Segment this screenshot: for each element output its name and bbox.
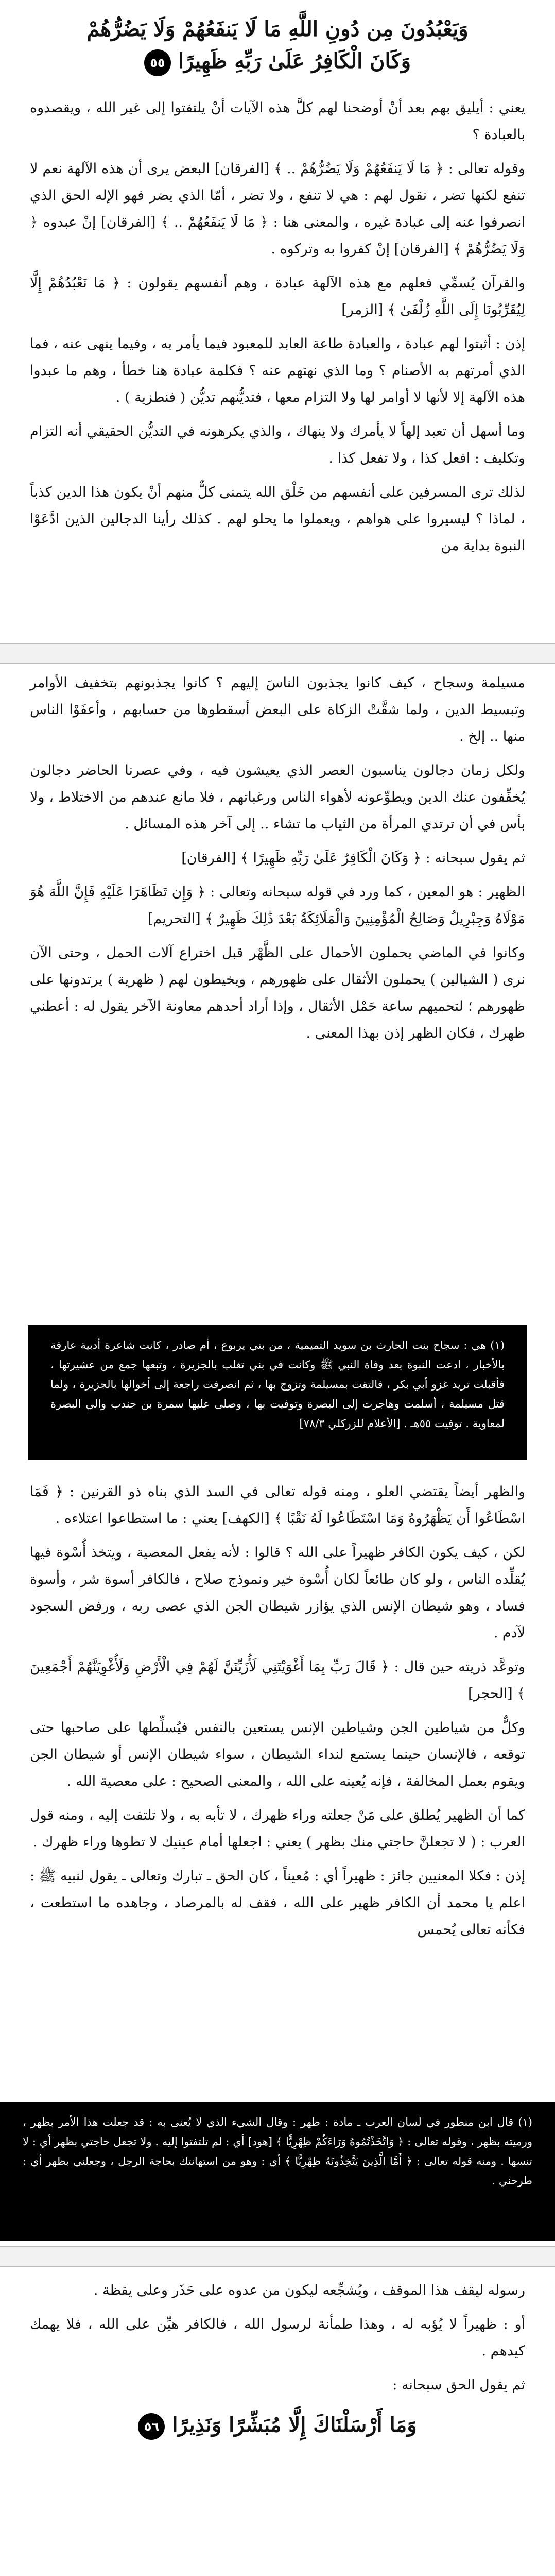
paragraph: وكانوا في الماضي يحملون الأحمال على الظَّهْر قبل اختراع آلات الحمل ، وحتى الآن نرى ( الشيالين ) يحملون الأثقال على ظهورهم ، ويخيطون لهم ( ظهرية ) يرتدونها على ظهورهم ؛ لتحميهم ساعة حَمْل الأثقال ، وإذا أراد أحدهم معاونة الآخر يقول له : أعطني ظهرك ، فكان الظهر إذن بهذا المعنى .: [30, 945, 525, 1041]
paragraph: يعني : أيليق بهم بعد أنْ أوضحنا لهم كلَّ هذه الآيات أنْ يلتفتوا إلى غير الله ، ويقصدوه بالعبادة ؟: [30, 100, 525, 143]
verse-line-2: وَكَانَ الْكَافِرُ عَلَىٰ رَبِّهِ ظَهِيرًا ٥٥: [0, 45, 555, 77]
verse-text: وَمَا أَرْسَلْنَاكَ إِلَّا مُبَشِّرًا وَنَذِيرًا: [172, 2413, 417, 2437]
paragraph: ولكل زمان دجالون يناسبون العصر الذي يعيشون فيه ، وفي عصرنا الحاضر دجالون يُخفِّفون عنك الدين ويطوِّعونه لأهواء الناس ورغباتهم ، فلا مانع عندهم من الاختلاط ، ولا بأس في أن ترتدي المرأة من الثياب ما تشاء .. إلى آخر هذه المسائل .: [30, 762, 525, 832]
paragraph: لكن ، كيف يكون الكافر ظهيراً على الله ؟ قالوا : لأنه يفعل المعصية ، ويتخذ أُسْوة فيها يُقلِّده الناس ، ولو كان طائعاً لكان أُسْوة خير ونموذج صلاح ، فالكافر أسوة شر ، وأسوة فساد ، وهو شيطان الإنس الذي يؤازر شيطان الجن الذي عصى ربه ، ورفض السجود لآدم .: [30, 1545, 525, 1641]
page-4: [0, 2277, 555, 2566]
footnote-text: (١) هي : سجاح بنت الحارث بن سويد التميمية ، من بني يربوع ، أم صادر ، كانت شاعرة أدبية عارفة بالأخبار ، ادعت النبوة بعد وفاة النبي ﷺ وكانت في بني تغلب بالجزيرة ، وتبعها جمع من عشيرتها ، فأقبلت تريد غزو أبي بكر ، فالتقت بمسيلمة وتزوج بها ، ثم انصرفت راجعة إلى أخوالها بالجزيرة ، ولما قتل مسيلمة ، أسلمت وهاجرت إلى البصرة وتوفيت بها ، وصلى عليها سمرة بن جندب والي البصرة لمعاوية . توفيت ٥٥هـ . [الأعلام للزركلي ٧٨/٣]: [50, 1339, 505, 1430]
paragraph: إذن : فكلا المعنيين جائز : ظهيراً أي : مُعيناً ، كان الحق ـ تبارك وتعالى ـ يقول لنبيه ﷺ : اعلم يا محمد أن الكافر ظهير على الله ، فقف له بالمرصاد ، وجاهده ما استطعت ، فكأنه تعالى يُحمس: [30, 1868, 525, 1938]
paragraph: والظهر أيضاً يقتضي العلو ، ومنه قوله تعالى في السد الذي بناه ذو القرنين : ﴿ فَمَا اسْطَاعُوا أَن يَظْهَرُوهُ وَمَا اسْتَطَاعُوا لَهُ نَقْبًا ﴾ [الكهف] يعني : ما استطاعوا اعتلاءه .: [30, 1484, 525, 1527]
paragraph: ثم يقول سبحانه : ﴿ وَكَانَ الْكَافِرُ عَلَىٰ رَبِّهِ ظَهِيرًا ﴾ [الفرقان]: [181, 850, 525, 866]
paragraph: وتوعَّد ذريته حين قال : ﴿ قَالَ رَبِّ بِمَا أَغْوَيْتَنِي لَأُزَيِّنَنَّ لَهُمْ فِي الْأَرْضِ وَلَأُغْوِيَنَّهُمْ أَجْمَعِينَ ﴾ [الحجر]: [30, 1659, 525, 1702]
paragraph: وقوله تعالى : ﴿ مَا لَا يَنفَعُهُمْ وَلَا يَضُرُّهُمْ .. ﴾ [الفرقان] البعض يرى أن هذه الآلهة نعم لا تنفع لكنها تضر ، نقول لهم : هي لا تنفع ، ولا تضر ، أمّا الذي يضر فهو الإله الحق الذي انصرفوا عنه إلى عبادة غيره ، والمعنى هنا : ﴿ مَا لَا يَنفَعُهُمْ .. ﴾ [الفرقان] إنْ عبدوه ﴿ وَلَا يَضُرُّهُمْ ﴾ [الفرقان] إنْ كفروا به وتركوه .: [30, 161, 525, 257]
paragraph: الظهير : هو المعين ، كما ورد في قوله سبحانه وتعالى : ﴿ وَإِن تَظَاهَرَا عَلَيْهِ فَإِنَّ اللَّهَ هُوَ مَوْلَاهُ وَجِبْرِيلُ وَصَالِحُ الْمُؤْمِنِينَ وَالْمَلَائِكَةُ بَعْدَ ذَٰلِكَ ظَهِيرٌ ﴾ [التحريم]: [30, 884, 525, 927]
footnote-block: [28, 1325, 527, 1460]
paragraph: لذلك ترى المسرفين على أنفسهم من خَلْق الله يتمنى كلٌّ منهم أنْ يكون هذا الدين كذباً ، لماذا ؟ ليسيروا على هواهم ، ويعملوا ما يحلو لهم . كذلك رأينا الدجالين الذين ادَّعَوْا النبوة بداية من: [30, 484, 525, 554]
paragraph: رسوله ليقف هذا الموقف ، ويُشجِّعه ليكون من عدوه على حَذَر وعلى يقظة .: [93, 2282, 525, 2298]
paragraph: إذن : أثبتوا لهم عبادة ، والعبادة طاعة العابد للمعبود فيما يأمر به ، وفيما ينهى عنه ، فما الذي أمرتهم به الأصنام ؟ وما الذي نهتهم عنه ؟ فكلمة عبادة هنا خطأ ، وهم ما عبدوا هذه الآلهة إلا لأنها لا أوامر لها ولا التزام معها ، فتديُّنهم تديُّن ( فنطزية ) .: [30, 336, 525, 405]
verse-footer: [0, 2409, 555, 2441]
paragraph: وما أسهل أن تعبد إلهاً لا يأمرك ولا ينهاك ، والذي يكرهونه في التديُّن الحقيقي أنه التزام وتكليف : افعل كذا ، ولا تفعل كذا .: [30, 423, 525, 466]
paragraph: أو : ظهيراً لا يُؤبه له ، وهذا طمأنة لرسول الله ، فالكافر هيِّن على الله ، فلا يهمك كيدهم .: [30, 2316, 525, 2359]
paragraph: والقرآن يُسمِّي فعلهم مع هذه الآلهة عبادة ، وهم أنفسهم يقولون : ﴿ مَا نَعْبُدُهُمْ إِلَّا لِيُقَرِّبُونَا إِلَى اللَّهِ زُلْفَىٰ ﴾ [الزمر]: [30, 275, 525, 318]
page-divider: [0, 2246, 555, 2267]
paragraph: وكلٌّ من شياطين الجن وشياطين الإنس يستعين بالنفس فيُسلِّطها على صاحبها حتى توقعه ، فالإنسان حينما يستمع لنداء الشيطان ، سواء شيطان الإنس أو شيطان الجن ويقوم بعمل المخالفة ، فإنه يُعينه على الله ، والمعنى الصحيح : على معصية الله .: [30, 1720, 525, 1789]
page-1: [0, 0, 555, 634]
paragraph: ثم يقول الحق سبحانه :: [392, 2377, 525, 2393]
footnote-block: [0, 2102, 555, 2241]
paragraph: مسيلمة وسجاح ، كيف كانوا يجذبون الناسَ إليهم ؟ كانوا يجذبونهم بتخفيف الأوامر وتبسيط الدين ، ولما شقَّتْ الزكاة على البعض أسقطوها من حسابهم ، وأعفَوْا الناس منها .. إلخ .: [30, 675, 525, 744]
page-3: [0, 1479, 555, 2117]
verse-header: [0, 13, 555, 77]
page-2: [0, 670, 555, 1340]
page-divider: [0, 643, 555, 664]
verse-number-marker: ٥٦: [138, 2413, 165, 2440]
paragraph: كما أن الظهير يُطلق على مَنْ جعلته وراء ظهرك ، لا تأبه به ، ولا تلتفت إليه ، ومنه قول العرب : ( لا تجعلنَّ حاجتي منك بظهر ) يعني : اجعلها أمام عينيك لا تطوها وراء ظهرك .: [30, 1807, 525, 1850]
verse-number-marker: ٥٥: [144, 49, 171, 76]
footnote-text: (١) قال ابن منظور في لسان العرب ـ مادة : ظهر : وقال الشيء الذي لا يُعنى به : قد جعلت هذا الأمر بظهر ، ورميته بظهر ، وقوله تعالى : ﴿ وَاتَّخَذْتُمُوهُ وَرَاءَكُمْ ظِهْرِيًّا ﴾ [هود] أي : لم تلتفتوا إليه . ولا تجعل حاجتي بظهر أي : لا تنسها . ومنه قوله تعالى : ﴿ أَمَّا الَّذِينَ يَتَّخِذُونَهُ ظِهْرِيًّا ﴾ أي : وهو من استهانتك بحاجة الرجل ، وجعلني بظهر أي : طرحني .: [23, 2116, 532, 2187]
verse-line-1: وَيَعْبُدُونَ مِن دُونِ اللَّهِ مَا لَا يَنفَعُهُمْ وَلَا يَضُرُّهُمْ: [86, 17, 469, 41]
